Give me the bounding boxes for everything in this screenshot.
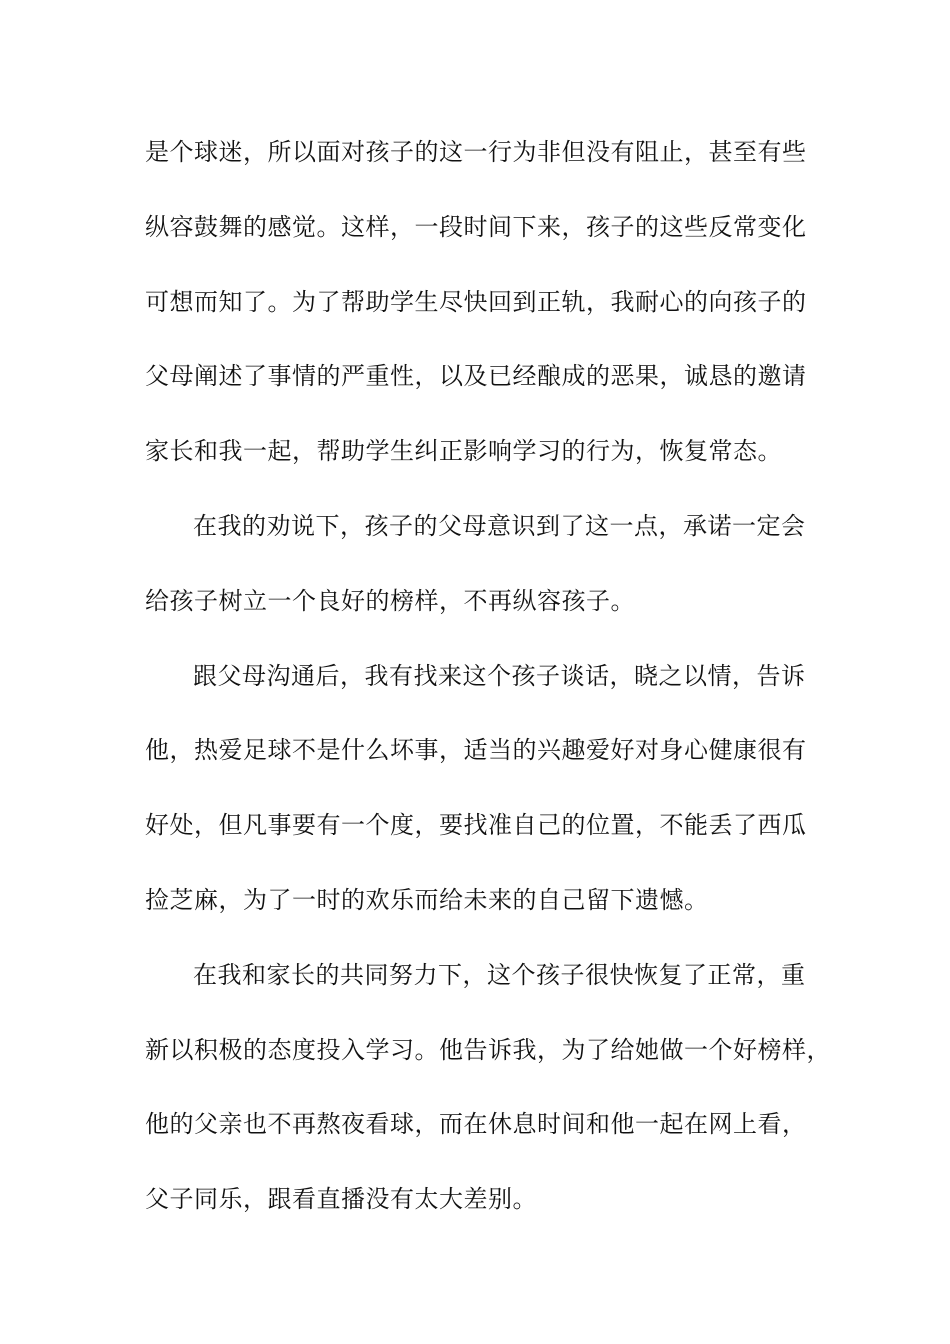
- text-line: 捡芝麻，为了一时的欢乐而给未来的自己留下遗憾。: [145, 885, 709, 914]
- document-body: [145, 128, 831, 1250]
- text-line: 父子同乐，跟看直播没有太大差别。: [145, 1185, 537, 1214]
- text-line: 他的父亲也不再熬夜看球，而在休息时间和他一起在网上看，: [145, 1110, 807, 1139]
- paragraph-start-line: 跟父母沟通后，我有找来这个孩子谈话，晓之以情，告诉: [193, 661, 806, 690]
- text-line: 可想而知了。为了帮助学生尽快回到正轨，我耐心的向孩子的: [145, 287, 807, 316]
- text-line: 他，热爱足球不是什么坏事，适当的兴趣爱好对身心健康很有: [145, 736, 807, 765]
- text-line: 是个球迷，所以面对孩子的这一行为非但没有阻止，甚至有些: [145, 138, 807, 166]
- paragraph-start-line: 在我和家长的共同努力下，这个孩子很快恢复了正常，重: [193, 960, 806, 989]
- text-line: 好处，但凡事要有一个度，要找准自己的位置，不能丢了西瓜: [145, 811, 807, 840]
- text-line: 纵容鼓舞的感觉。这样，一段时间下来，孩子的这些反常变化: [145, 212, 807, 241]
- text-line: 新以积极的态度投入学习。他告诉我，为了给她做一个好榜样，: [145, 1035, 831, 1064]
- text-line: 给孩子树立一个良好的榜样，不再纵容孩子。: [145, 586, 635, 615]
- text-line: 父母阐述了事情的严重性，以及已经酿成的恶果，诚恳的邀请: [145, 362, 807, 391]
- text-line: 家长和我一起，帮助学生纠正影响学习的行为，恢复常态。: [145, 437, 782, 466]
- paragraph-start-line: 在我的劝说下，孩子的父母意识到了这一点，承诺一定会: [193, 511, 806, 540]
